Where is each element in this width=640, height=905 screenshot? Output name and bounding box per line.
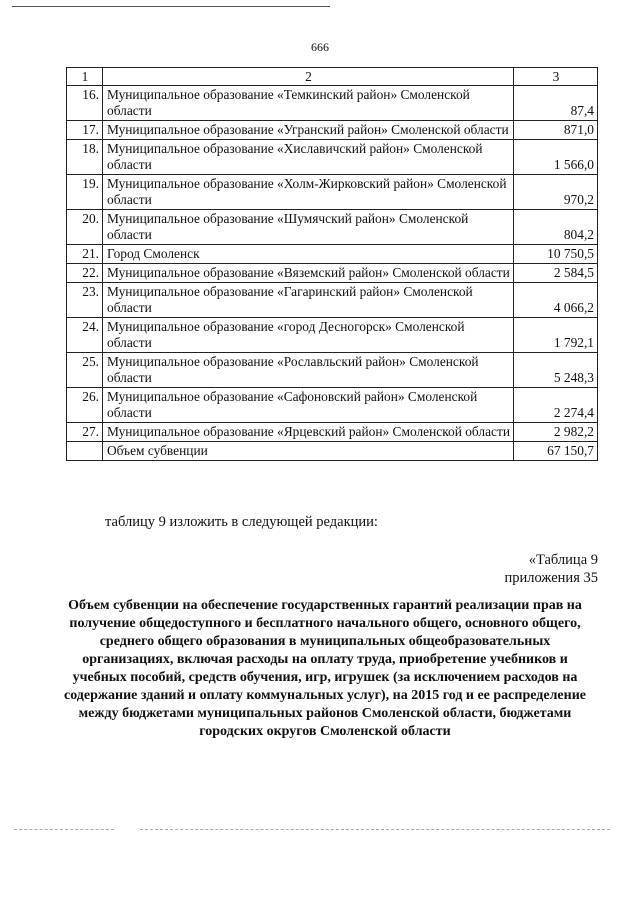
- row-name: Муниципальное образование «Темкинский район» Смоленской области: [103, 86, 514, 121]
- scan-dash-line-right: [140, 829, 610, 830]
- row-value: 871,0: [514, 121, 598, 140]
- caption-line-2: приложения 35: [504, 570, 598, 586]
- row-value: 970,2: [514, 175, 598, 210]
- row-number: 26.: [67, 388, 103, 423]
- table-row: [67, 245, 598, 264]
- table-row: [67, 264, 598, 283]
- row-number: 16.: [67, 86, 103, 121]
- header-col-2: 2: [103, 68, 514, 86]
- row-name: Муниципальное образование «Рославльский район» Смоленской области: [103, 353, 514, 388]
- row-number: 25.: [67, 353, 103, 388]
- row-value: 1 792,1: [514, 318, 598, 353]
- row-value: 804,2: [514, 210, 598, 245]
- scan-dash-line-left: [14, 829, 114, 830]
- row-value: 4 066,2: [514, 283, 598, 318]
- page-number: 666: [311, 40, 329, 54]
- subvention-table: [66, 67, 598, 461]
- row-value: 2 982,2: [514, 423, 598, 442]
- row-number: 19.: [67, 175, 103, 210]
- table-row: [67, 423, 598, 442]
- table-row: [67, 210, 598, 245]
- table-row: [67, 175, 598, 210]
- table-row: [67, 318, 598, 353]
- row-value: 2 274,4: [514, 388, 598, 423]
- row-number: 23.: [67, 283, 103, 318]
- table-row: [67, 353, 598, 388]
- total-value: 67 150,7: [514, 442, 598, 461]
- table-header-row: [67, 68, 598, 86]
- row-name: Муниципальное образование «Угранский район» Смоленской области: [103, 121, 514, 140]
- row-name: Муниципальное образование «Хиславичский район» Смоленской области: [103, 140, 514, 175]
- row-name: Город Смоленск: [103, 245, 514, 264]
- header-col-3: 3: [514, 68, 598, 86]
- header-col-1: 1: [67, 68, 103, 86]
- total-label: Объем субвенции: [103, 442, 514, 461]
- row-number: 27.: [67, 423, 103, 442]
- row-number: 17.: [67, 121, 103, 140]
- caption-line-1: «Таблица 9: [528, 552, 598, 568]
- table-row: [67, 283, 598, 318]
- row-number: 21.: [67, 245, 103, 264]
- row-number: 20.: [67, 210, 103, 245]
- row-name: Муниципальное образование «Ярцевский район» Смоленской области: [103, 423, 514, 442]
- row-value: 5 248,3: [514, 353, 598, 388]
- table-caption: [505, 551, 598, 587]
- row-name: Муниципальное образование «Шумячский район» Смоленской области: [103, 210, 514, 245]
- row-value: 2 584,5: [514, 264, 598, 283]
- table-row: [67, 121, 598, 140]
- row-value: 1 566,0: [514, 140, 598, 175]
- row-number: 24.: [67, 318, 103, 353]
- row-value: 87,4: [514, 86, 598, 121]
- row-name: Муниципальное образование «Холм-Жирковский район» Смоленской области: [103, 175, 514, 210]
- instruction-text: таблицу 9 изложить в следующей редакции:: [105, 514, 378, 530]
- table-row: [67, 388, 598, 423]
- row-name: Муниципальное образование «Вяземский район» Смоленской области: [103, 264, 514, 283]
- table-row: [67, 140, 598, 175]
- table-total-row: [67, 442, 598, 461]
- scan-top-line: [12, 6, 330, 7]
- row-number: 18.: [67, 140, 103, 175]
- row-name: Муниципальное образование «город Десногорск» Смоленской области: [103, 318, 514, 353]
- total-number: [67, 442, 103, 461]
- document-title: Объем субвенции на обеспечение государственных гарантий реализации прав на получение общедоступного и бесплатного начального общего, основного общего, среднего общего образования в муниципальных общеобразовательных организациях, включая расходы на оплату труда, приобретение учебников и учебных пособий, средств обучения, игр, игрушек (за исключением расходов на содержание зданий и оплату коммунальных услуг), на 2015 год и ее распределение между бюджетами муниципальных районов Смоленской области, бюджетами городских округов Смоленской области: [64, 598, 586, 739]
- row-number: 22.: [67, 264, 103, 283]
- row-name: Муниципальное образование «Сафоновский район» Смоленской области: [103, 388, 514, 423]
- row-name: Муниципальное образование «Гагаринский район» Смоленской области: [103, 283, 514, 318]
- table-row: [67, 86, 598, 121]
- row-value: 10 750,5: [514, 245, 598, 264]
